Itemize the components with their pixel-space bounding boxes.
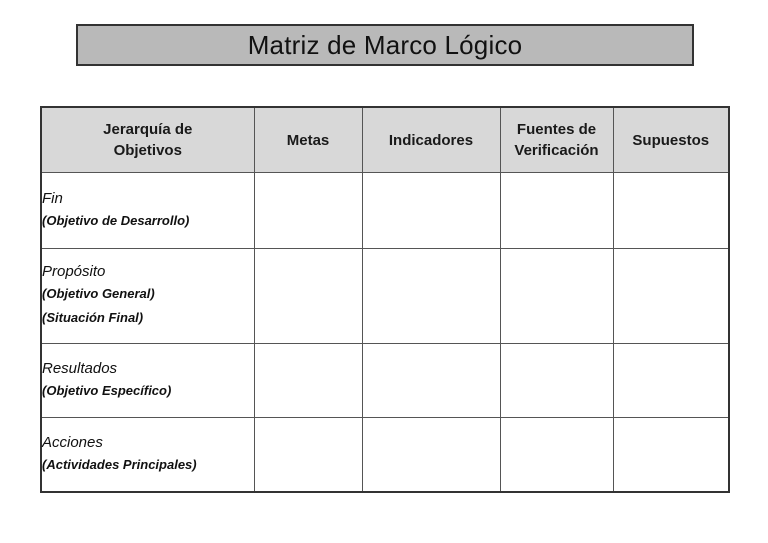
row-title-acciones: Acciones (42, 433, 103, 451)
header-fuentes (500, 107, 613, 173)
header-jerarquia (41, 107, 254, 173)
row-title-fin: Fin (42, 189, 63, 207)
cell-proposito-metas (254, 249, 362, 344)
cell-acciones-supuestos (613, 418, 729, 493)
header-supuestos (613, 107, 729, 173)
header-indicadores (362, 107, 500, 173)
row-subtitle-resultados: (Objetivo Específico) (42, 382, 172, 398)
cell-fin-supuestos (613, 173, 729, 249)
cell-fin-fuentes (500, 173, 613, 249)
row-label-proposito (41, 249, 254, 344)
header-indicadores-label: Indicadores (388, 131, 474, 149)
cell-resultados-metas (254, 344, 362, 418)
table-row-proposito (41, 249, 729, 344)
table-row-fin (41, 173, 729, 249)
cell-resultados-fuentes (500, 344, 613, 418)
header-metas (254, 107, 362, 173)
table-row-resultados (41, 344, 729, 418)
cell-proposito-fuentes (500, 249, 613, 344)
row-subtitle-proposito-2: (Situación Final) (42, 310, 144, 325)
cell-acciones-metas (254, 418, 362, 493)
row-label-acciones (41, 418, 254, 493)
header-metas-label: Metas (286, 131, 330, 149)
header-jerarquia-line-1: Jerarquía de (103, 121, 193, 138)
header-fuentes-line-1: Fuentes de (516, 121, 597, 138)
cell-resultados-indicadores (362, 344, 500, 418)
cell-acciones-indicadores (362, 418, 500, 493)
cell-proposito-supuestos (613, 249, 729, 344)
row-label-resultados (41, 344, 254, 418)
matrix-header (41, 107, 729, 173)
logical-framework-matrix (40, 106, 730, 493)
header-fuentes-line-2: Verificación (514, 142, 599, 159)
row-label-fin (41, 173, 254, 249)
cell-resultados-supuestos (613, 344, 729, 418)
cell-proposito-indicadores (362, 249, 500, 344)
header-jerarquia-line-2: Objetivos (113, 142, 182, 159)
page-title: Matriz de Marco Lógico (247, 29, 523, 60)
cell-acciones-fuentes (500, 418, 613, 493)
row-subtitle-proposito-1: (Objetivo General) (42, 286, 155, 301)
row-subtitle-acciones: (Actividades Principales) (42, 456, 197, 472)
row-subtitle-fin: (Objetivo de Desarrollo) (42, 212, 190, 228)
row-title-proposito: Propósito (42, 263, 106, 280)
title-banner (76, 24, 694, 66)
row-title-resultados: Resultados (42, 359, 118, 377)
cell-fin-indicadores (362, 173, 500, 249)
header-supuestos-label: Supuestos (632, 131, 710, 149)
cell-fin-metas (254, 173, 362, 249)
matrix-body (41, 173, 729, 493)
table-row-acciones (41, 418, 729, 493)
header-row (41, 107, 729, 173)
